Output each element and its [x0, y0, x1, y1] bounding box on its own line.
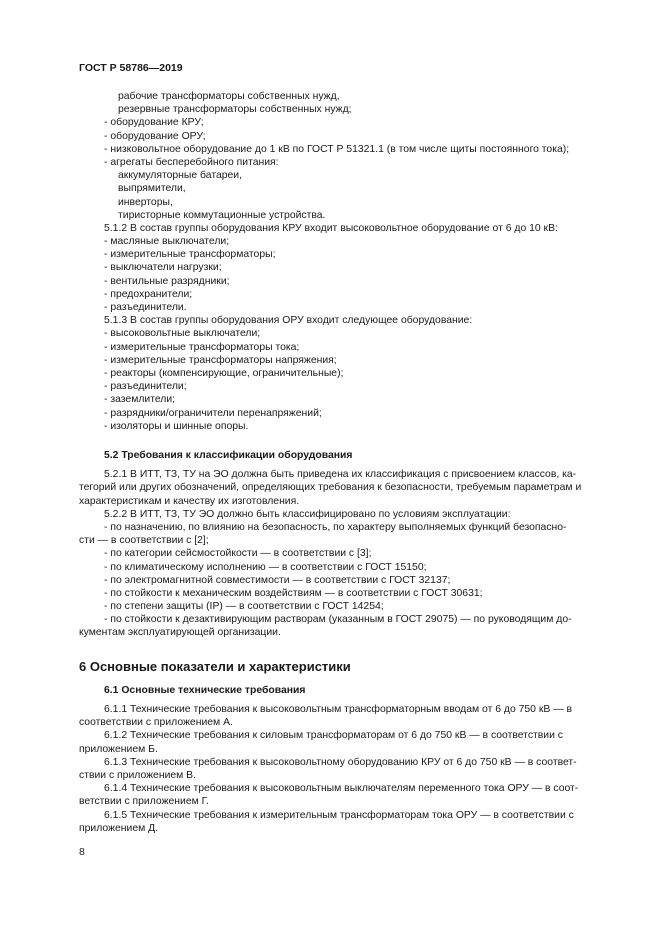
list-item: выпрямители,: [118, 183, 186, 195]
list-item: - оборудование КРУ;: [104, 117, 204, 129]
paragraph-line: характеристикам и качеству их изготовления.: [79, 495, 300, 507]
list-item: - разрядники/ограничители перенапряжений;: [104, 407, 322, 419]
page-number: 8: [79, 846, 85, 858]
list-item: - по стойкости к дезактивирующим растворам (указанным в ГОСТ 29075) — по руководящим до-: [104, 614, 572, 626]
list-item: - выключатели нагрузки;: [104, 262, 222, 274]
paragraph-line: 6.1.1 Технические требования к высоковольтным трансформаторным вводам от 6 до 750 кВ — в: [104, 704, 572, 715]
list-item: - низковольтное оборудование до 1 кВ по ГОСТ Р 51321.1 (в том числе щиты постоянного тока);: [104, 143, 570, 155]
list-item: - оборудование ОРУ;: [104, 130, 206, 142]
paragraph-5-1-3: 5.1.3 В состав группы оборудования ОРУ входит следующее оборудование:: [104, 315, 473, 327]
paragraph-line: 5.2.1 В ИТТ, ТЗ, ТУ на ЭО должна быть приведена их классификация с присвоением классов, ка-: [104, 469, 577, 481]
list-item: - агрегаты бесперебойного питания:: [104, 156, 279, 168]
list-item: - разъединители;: [104, 381, 187, 393]
document-code-header: ГОСТ Р 58786—2019: [79, 62, 183, 74]
paragraph-line: 6.1.2 Технические требования к силовым трансформаторам от 6 до 750 кВ — в соответствии с: [104, 730, 563, 742]
list-item: инверторы,: [118, 196, 173, 208]
list-item: - масляные выключатели;: [104, 236, 230, 248]
paragraph-5-2-2: 5.2.2 В ИТТ, ТЗ, ТУ ЭО должно быть классифицировано по условиям эксплуатации:: [104, 508, 511, 520]
list-item: - по назначению, по влиянию на безопасность, по характеру выполняемых функций безопасно-: [104, 521, 567, 533]
list-item: - по электромагнитной совместимости — в соответствии с ГОСТ 32137;: [104, 574, 451, 586]
paragraph-5-1-2: 5.1.2 В состав группы оборудования КРУ входит высоковольтное оборудование от 6 до 10 кВ:: [104, 222, 558, 234]
paragraph-line: тегорий или других обозначений, определяющих требования к безопасности, требуемым параметрам и: [79, 482, 582, 494]
list-item: - измерительные трансформаторы;: [104, 249, 276, 261]
list-item: - измерительные трансформаторы тока;: [104, 341, 300, 353]
subsection-6-1-heading: 6.1 Основные технические требования: [104, 685, 306, 696]
list-item: - вентильные разрядники;: [104, 275, 230, 287]
section-6-1-body: [79, 703, 614, 835]
list-item: - по категории сейсмостойкости — в соответствии с [3];: [104, 548, 372, 560]
list-item: - заземлители;: [104, 394, 176, 406]
paragraph-line: соответствии с приложением А.: [79, 717, 233, 729]
list-item: аккумуляторные батареи,: [118, 170, 242, 182]
paragraph-line: 6.1.4 Технические требования к высоковольтным выключателям переменного тока ОРУ — в соот-: [104, 783, 579, 795]
paragraph-line: ветствии с приложением Г.: [79, 796, 209, 808]
list-item: резервные трансформаторы собственных нужд;: [118, 104, 352, 116]
list-item: - высоковольтные выключатели;: [104, 328, 261, 340]
list-item-cont: кументам эксплуатирующей организации.: [79, 627, 281, 639]
list-item: - по стойкости к механическим воздействиям — в соответствии с ГОСТ 30631;: [104, 587, 483, 599]
section-heading: 5.2 Требования к классификации оборудования: [104, 450, 353, 461]
list-item: - по климатическому исполнению — в соответствии с ГОСТ 15150;: [104, 561, 427, 573]
paragraph-line: приложением Б.: [79, 743, 158, 755]
list-item: - предохранители;: [104, 288, 193, 300]
list-item: - измерительные трансформаторы напряжения;: [104, 354, 337, 366]
list-item: тиристорные коммутационные устройства.: [118, 209, 326, 221]
list-item: - реакторы (компенсирующие, ограничительные);: [104, 367, 344, 379]
paragraph-line: ствии с приложением В.: [79, 769, 197, 781]
list-item-cont: сти — в соответствии с [2];: [79, 535, 209, 547]
list-item: рабочие трансформаторы собственных нужд,: [118, 91, 340, 102]
list-item: - по степени защиты (IP) — в соответствии с ГОСТ 14254;: [104, 601, 384, 613]
paragraph-line: приложением Д.: [79, 822, 159, 834]
section-5-2: [79, 449, 614, 640]
document-body: [104, 90, 614, 433]
paragraph-line: 6.1.3 Технические требования к высоковольтному оборудованию КРУ от 6 до 750 кВ — в соответ-: [104, 756, 577, 768]
paragraph-line: 6.1.5 Технические требования к измерительным трансформаторам тока ОРУ — в соответствии с: [104, 809, 574, 821]
list-item: - изоляторы и шинные опоры.: [104, 420, 249, 432]
section-6-heading: 6 Основные показатели и характеристики: [79, 659, 351, 674]
list-item: - разъединители.: [104, 302, 187, 313]
